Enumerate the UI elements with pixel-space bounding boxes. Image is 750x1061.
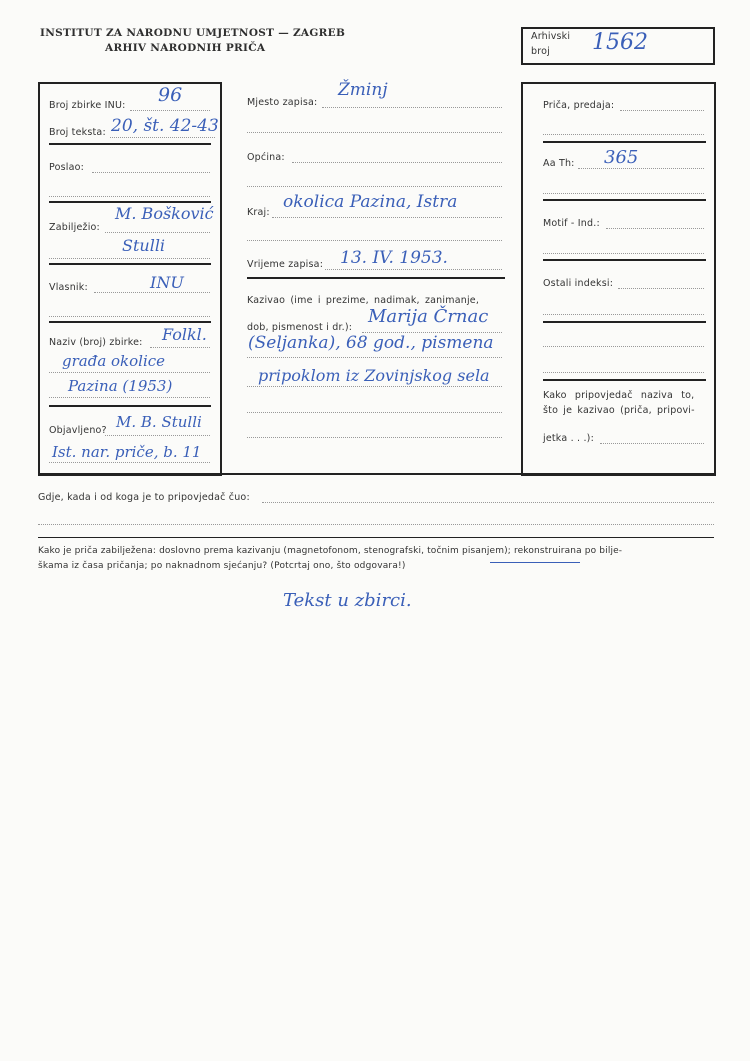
recorded-by-value-1: M. Bošković — [115, 204, 214, 223]
archive-number-value: 1562 — [592, 30, 648, 55]
narrator-line-5 — [247, 437, 502, 438]
narrator-line-3 — [247, 386, 502, 387]
narrator-line-4 — [247, 412, 502, 413]
sent-by-label: Poslao: — [49, 162, 85, 173]
left-rule-2 — [49, 201, 211, 203]
archive-title: ARHIV NARODNIH PRIČA — [105, 42, 266, 54]
institute-title: INSTITUT ZA NARODNU UMJETNOST — ZAGREB — [40, 27, 346, 39]
place-line — [322, 107, 502, 108]
narrator-label-1: Kazivao (ime i prezime, nadimak, zanimanje, — [247, 295, 480, 306]
recorded-by-line — [105, 232, 210, 233]
collection-number-label: Broj zbirke INU: — [49, 100, 126, 111]
published-label: Objavljeno? — [49, 425, 107, 436]
aath-line-2 — [543, 193, 704, 194]
left-rule-3 — [49, 263, 211, 265]
recorded-by-line-2 — [49, 258, 210, 259]
collection-name-label: Naziv (broj) zbirke: — [49, 337, 143, 348]
where-label: Gdje, kada i od koga je to pripovjedač čuo: — [38, 492, 250, 503]
where-line-1 — [262, 502, 714, 503]
naming-label-2: što je kazivao (priča, pripovi- — [543, 405, 695, 416]
published-line-2 — [49, 462, 210, 463]
collection-name-line-3 — [49, 397, 210, 398]
footer-rule — [38, 537, 714, 538]
middle-column-divider — [220, 82, 222, 476]
owner-label: Vlasnik: — [49, 282, 88, 293]
region-line — [272, 217, 502, 218]
municipality-line — [292, 162, 502, 163]
motif-label: Motif - Ind.: — [543, 218, 600, 229]
naming-label-3: jetka . . .): — [543, 433, 594, 444]
region-label: Kraj: — [247, 207, 270, 218]
narrator-value-3: pripoklom iz Zovinjskog sela — [258, 366, 490, 385]
note-text: Tekst u zbirci. — [283, 590, 412, 611]
place-label: Mjesto zapisa: — [247, 97, 318, 108]
motif-line — [606, 228, 704, 229]
time-value: 13. IV. 1953. — [340, 248, 448, 268]
underline-tocnim-pisanjem — [490, 562, 580, 563]
collection-name-line-2 — [49, 372, 210, 373]
left-rule-4 — [49, 321, 211, 323]
collection-name-value-1: Folkl. — [162, 325, 207, 344]
municipality-label: Općina: — [247, 152, 285, 163]
time-line — [325, 269, 502, 270]
published-value-2: Ist. nar. priče, b. 11 — [52, 443, 202, 461]
left-rule-5 — [49, 405, 211, 407]
recorded-by-label: Zabilježio: — [49, 222, 100, 233]
naming-label-1: Kako pripovjedač naziva to, — [543, 390, 695, 401]
right-rule-1 — [543, 141, 706, 143]
recorded-by-value-2: Stulli — [122, 236, 166, 255]
how-recorded-line-2: škama iz časa pričanja; po naknadnom sjećanju? (Potcrtaj ono, što odgovara!) — [38, 561, 406, 571]
right-rule-4 — [543, 321, 706, 323]
frames-bottom-rule — [38, 473, 714, 475]
right-rule-5 — [543, 379, 706, 381]
other-indexes-label: Ostali indeksi: — [543, 278, 614, 289]
collection-number-value: 96 — [158, 84, 183, 106]
narrator-value-1: Marija Črnac — [368, 306, 489, 327]
region-line-2 — [247, 240, 502, 241]
collection-name-line-1 — [150, 347, 210, 348]
region-value: okolica Pazina, Istra — [283, 192, 458, 212]
where-line-2 — [38, 524, 714, 525]
narrator-label-2: dob, pismenost i dr.): — [247, 322, 353, 333]
municipality-line-2 — [247, 186, 502, 187]
how-recorded-line-1: Kako je priča zabilježena: doslovno prema kazivanju (magnetofonom, stenografski, točnim pisanjem); rekonstruirana po bilje- — [38, 546, 623, 556]
place-value: Žminj — [338, 80, 388, 100]
time-label: Vrijeme zapisa: — [247, 259, 324, 270]
collection-name-value-3: Pazina (1953) — [68, 377, 173, 395]
story-line — [620, 110, 704, 111]
published-value-1: M. B. Stulli — [116, 413, 202, 431]
owner-line — [94, 292, 210, 293]
motif-line-2 — [543, 253, 704, 254]
left-rule-1 — [49, 143, 211, 145]
other-indexes-line-2 — [543, 314, 704, 315]
sent-by-line-2 — [49, 196, 210, 197]
text-number-line — [110, 137, 215, 138]
right-rule-2 — [543, 199, 706, 201]
owner-line-2 — [49, 316, 210, 317]
archive-number-label-2: broj — [531, 46, 550, 57]
middle-rule-1 — [247, 277, 505, 279]
place-line-2 — [247, 132, 502, 133]
story-line-2 — [543, 134, 704, 135]
text-number-label: Broj teksta: — [49, 127, 106, 138]
other-indexes-line-4 — [543, 372, 704, 373]
owner-value: INU — [150, 273, 184, 292]
aath-value: 365 — [604, 147, 639, 168]
aath-line — [578, 168, 704, 169]
narrator-line-2 — [247, 357, 502, 358]
sent-by-line — [92, 172, 210, 173]
text-number-value: 20, št. 42-43 — [111, 116, 219, 136]
narrator-value-2: (Seljanka), 68 god., pismena — [248, 333, 494, 353]
other-indexes-line-3 — [543, 346, 704, 347]
published-line-1 — [105, 435, 210, 436]
collection-name-value-2: građa okolice — [62, 352, 166, 370]
archive-number-label-1: Arhivski — [531, 31, 571, 42]
other-indexes-line — [618, 288, 704, 289]
collection-number-line — [130, 110, 210, 111]
aath-label: Aa Th: — [543, 158, 575, 169]
right-rule-3 — [543, 259, 706, 261]
story-label: Priča, predaja: — [543, 100, 615, 111]
naming-line — [600, 443, 704, 444]
